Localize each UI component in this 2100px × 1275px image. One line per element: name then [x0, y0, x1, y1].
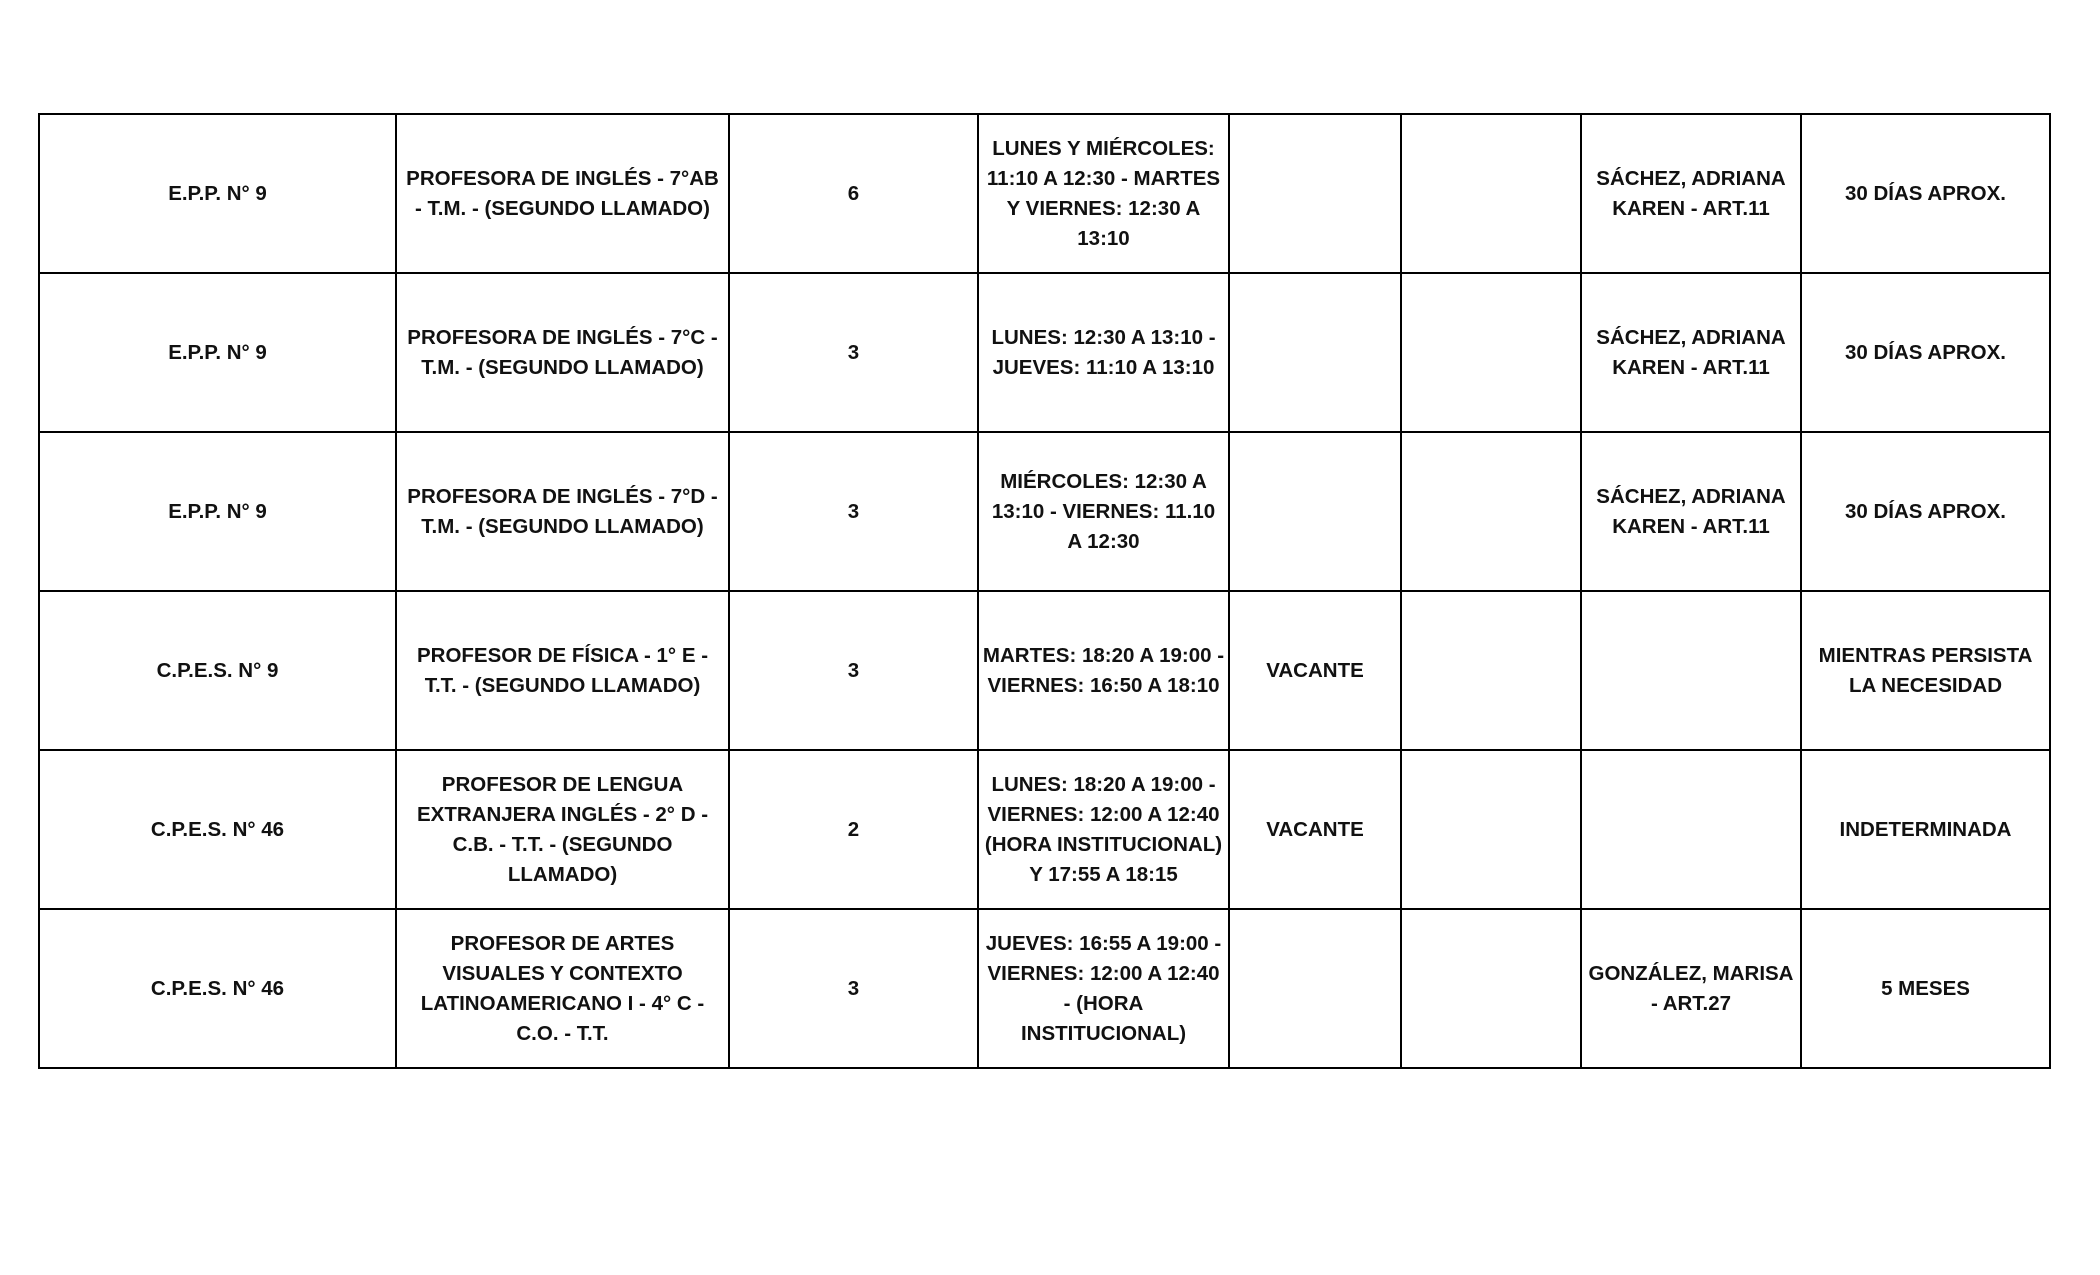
hours-cell: 6 [729, 114, 978, 273]
position-cell: PROFESOR DE LENGUA EXTRANJERA INGLÉS - 2° D - C.B. - T.T. - (SEGUNDO LLAMADO) [396, 750, 729, 909]
replaces-cell [1581, 591, 1801, 750]
blank-cell [1401, 591, 1581, 750]
school-cell: E.P.P. N° 9 [39, 273, 396, 432]
position-cell: PROFESOR DE ARTES VISUALES Y CONTEXTO LATINOAMERICANO I - 4° C - C.O. - T.T. [396, 909, 729, 1068]
table-row [39, 591, 2050, 750]
blank-cell [1401, 114, 1581, 273]
duration-cell: 30 DÍAS APROX. [1801, 114, 2050, 273]
school-cell: E.P.P. N° 9 [39, 114, 396, 273]
table-row [39, 432, 2050, 591]
replaces-cell [1581, 750, 1801, 909]
duration-cell: 30 DÍAS APROX. [1801, 432, 2050, 591]
position-cell: PROFESOR DE FÍSICA - 1° E - T.T. - (SEGUNDO LLAMADO) [396, 591, 729, 750]
blank-cell [1401, 750, 1581, 909]
school-cell: C.P.E.S. N° 46 [39, 909, 396, 1068]
status-cell [1229, 273, 1401, 432]
school-cell: C.P.E.S. N° 9 [39, 591, 396, 750]
status-cell: VACANTE [1229, 591, 1401, 750]
table-row [39, 750, 2050, 909]
hours-cell: 2 [729, 750, 978, 909]
position-cell: PROFESORA DE INGLÉS - 7°D - T.M. - (SEGUNDO LLAMADO) [396, 432, 729, 591]
replaces-cell: GONZÁLEZ, MARISA - ART.27 [1581, 909, 1801, 1068]
position-cell: PROFESORA DE INGLÉS - 7°AB - T.M. - (SEGUNDO LLAMADO) [396, 114, 729, 273]
replaces-cell: SÁCHEZ, ADRIANA KAREN - ART.11 [1581, 273, 1801, 432]
replaces-cell: SÁCHEZ, ADRIANA KAREN - ART.11 [1581, 432, 1801, 591]
schedule-cell: MIÉRCOLES: 12:30 A 13:10 - VIERNES: 11.10 A 12:30 [978, 432, 1229, 591]
replaces-cell: SÁCHEZ, ADRIANA KAREN - ART.11 [1581, 114, 1801, 273]
table-row [39, 114, 2050, 273]
school-cell: E.P.P. N° 9 [39, 432, 396, 591]
schedule-cell: LUNES Y MIÉRCOLES: 11:10 A 12:30 - MARTES Y VIERNES: 12:30 A 13:10 [978, 114, 1229, 273]
status-cell [1229, 432, 1401, 591]
status-cell [1229, 909, 1401, 1068]
blank-cell [1401, 273, 1581, 432]
hours-cell: 3 [729, 432, 978, 591]
status-cell [1229, 114, 1401, 273]
hours-cell: 3 [729, 909, 978, 1068]
schedule-cell: LUNES: 18:20 A 19:00 - VIERNES: 12:00 A 12:40 (HORA INSTITUCIONAL) Y 17:55 A 18:15 [978, 750, 1229, 909]
hours-cell: 3 [729, 591, 978, 750]
duration-cell: INDETERMINADA [1801, 750, 2050, 909]
schedule-cell: LUNES: 12:30 A 13:10 - JUEVES: 11:10 A 13:10 [978, 273, 1229, 432]
table-row [39, 273, 2050, 432]
hours-cell: 3 [729, 273, 978, 432]
positions-table [38, 113, 2051, 1069]
status-cell: VACANTE [1229, 750, 1401, 909]
blank-cell [1401, 909, 1581, 1068]
schedule-cell: MARTES: 18:20 A 19:00 - VIERNES: 16:50 A 18:10 [978, 591, 1229, 750]
table-row [39, 909, 2050, 1068]
duration-cell: 30 DÍAS APROX. [1801, 273, 2050, 432]
schedule-cell: JUEVES: 16:55 A 19:00 - VIERNES: 12:00 A 12:40 - (HORA INSTITUCIONAL) [978, 909, 1229, 1068]
position-cell: PROFESORA DE INGLÉS - 7°C - T.M. - (SEGUNDO LLAMADO) [396, 273, 729, 432]
blank-cell [1401, 432, 1581, 591]
duration-cell: MIENTRAS PERSISTA LA NECESIDAD [1801, 591, 2050, 750]
duration-cell: 5 MESES [1801, 909, 2050, 1068]
school-cell: C.P.E.S. N° 46 [39, 750, 396, 909]
